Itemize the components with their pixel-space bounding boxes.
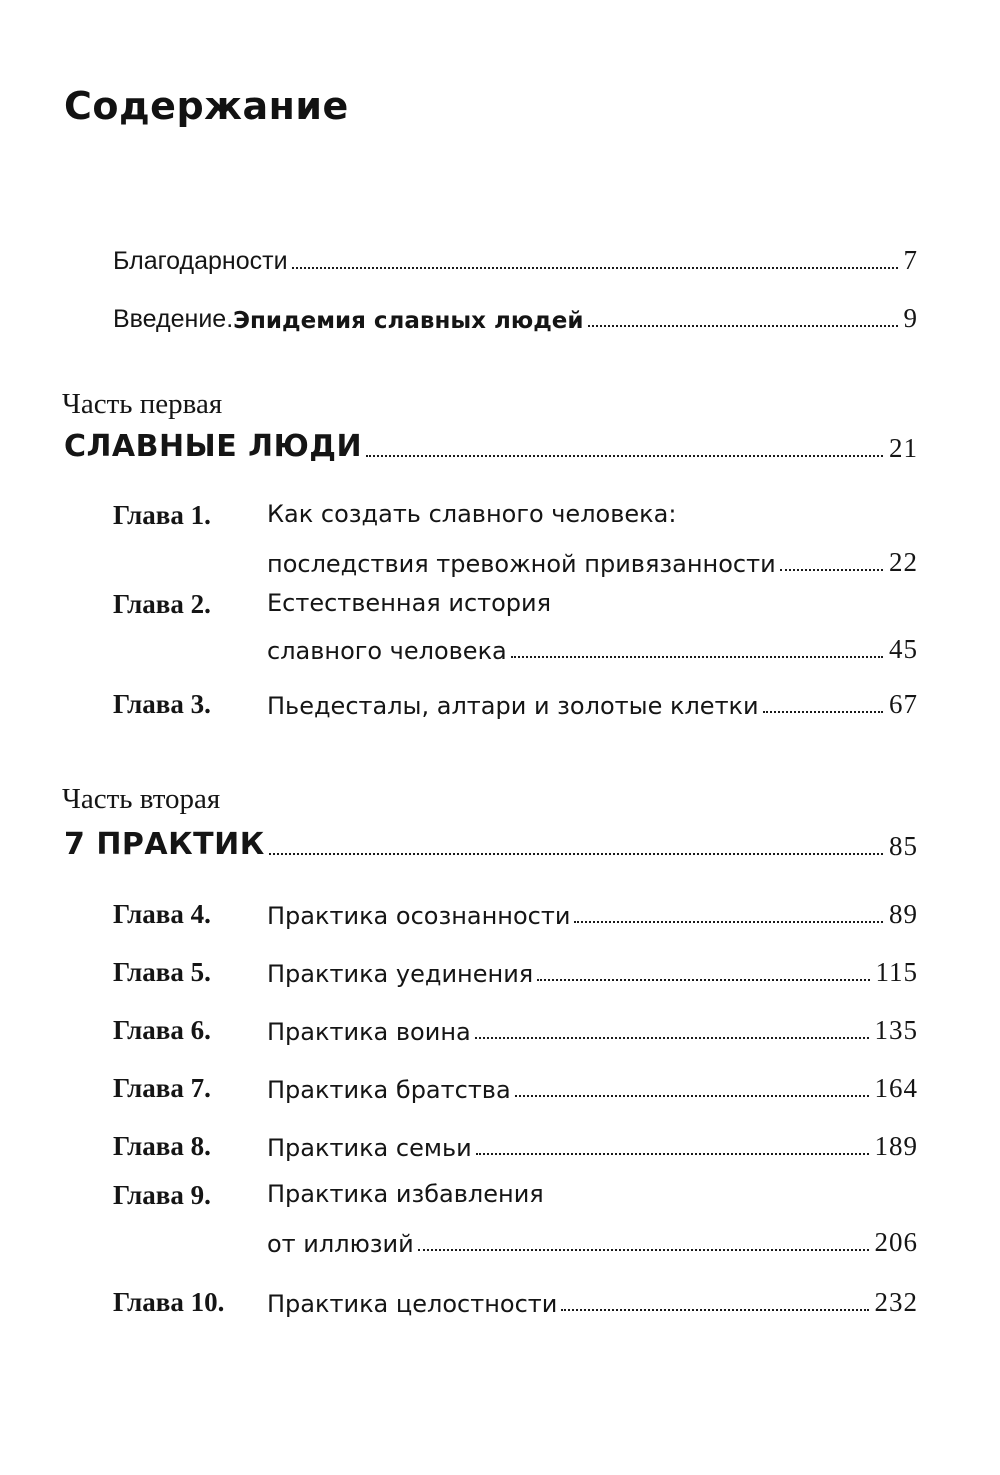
entry-label: Благодарности bbox=[113, 247, 288, 275]
toc-entry-acknowledgements[interactable] bbox=[113, 236, 918, 276]
dot-leader bbox=[418, 1249, 869, 1251]
entry-title: Эпидемия славных людей bbox=[233, 308, 584, 334]
dot-leader bbox=[561, 1309, 868, 1311]
chapter-title-line2: от иллюзий bbox=[267, 1230, 414, 1258]
page-number: 21 bbox=[889, 433, 918, 463]
chapter-number: Глава 9. bbox=[113, 1180, 211, 1210]
dot-leader bbox=[537, 979, 869, 981]
chapter-title: Практика воина bbox=[267, 1018, 471, 1046]
chapter-title-line1: Естественная история bbox=[267, 589, 552, 617]
page-number: 206 bbox=[874, 1227, 918, 1257]
dot-leader bbox=[515, 1095, 869, 1097]
page-number: 22 bbox=[889, 547, 918, 577]
part-title: СЛАВНЫЕ ЛЮДИ bbox=[64, 429, 363, 464]
chapter-title: Практика осознанности bbox=[267, 902, 571, 930]
chapter-number: Глава 6. bbox=[113, 1015, 211, 1045]
dot-leader bbox=[588, 325, 898, 327]
dot-leader bbox=[366, 455, 883, 457]
toc-chapter-10[interactable] bbox=[113, 1278, 918, 1318]
toc-part-1[interactable] bbox=[64, 420, 918, 464]
toc-chapter-9[interactable] bbox=[113, 1180, 918, 1258]
page-number: 189 bbox=[874, 1131, 918, 1161]
chapter-number: Глава 3. bbox=[113, 689, 211, 719]
dot-leader bbox=[269, 853, 883, 855]
chapter-number: Глава 10. bbox=[113, 1287, 225, 1317]
page-number: 85 bbox=[889, 831, 918, 861]
chapter-title: Практика уединения bbox=[267, 960, 534, 988]
chapter-title: Практика братства bbox=[267, 1076, 511, 1104]
chapter-title-line1: Практика избавления bbox=[267, 1180, 544, 1208]
page-number: 9 bbox=[903, 303, 918, 333]
page-number: 7 bbox=[903, 245, 918, 275]
dot-leader bbox=[475, 1037, 869, 1039]
toc-chapter-3[interactable] bbox=[113, 680, 918, 720]
chapter-number: Глава 7. bbox=[113, 1073, 211, 1103]
chapter-title-line2: последствия тревожной привязанности bbox=[267, 550, 776, 578]
toc-chapter-5[interactable] bbox=[113, 948, 918, 988]
toc-chapter-7[interactable] bbox=[113, 1064, 918, 1104]
page-number: 115 bbox=[875, 957, 918, 987]
dot-leader bbox=[511, 656, 883, 658]
chapter-title-line2: славного человека bbox=[267, 637, 507, 665]
chapter-title: Практика семьи bbox=[267, 1134, 472, 1162]
toc-entry-introduction[interactable] bbox=[113, 294, 918, 334]
page-number: 45 bbox=[889, 634, 918, 664]
chapter-number: Глава 2. bbox=[113, 589, 211, 619]
dot-leader bbox=[476, 1153, 869, 1155]
chapter-number: Глава 5. bbox=[113, 957, 211, 987]
chapter-number: Глава 8. bbox=[113, 1131, 211, 1161]
dot-leader bbox=[763, 711, 883, 713]
toc-chapter-8[interactable] bbox=[113, 1122, 918, 1162]
toc-part-2[interactable] bbox=[64, 818, 918, 862]
toc-chapter-1[interactable] bbox=[113, 500, 918, 578]
dot-leader bbox=[292, 267, 898, 269]
entry-label: Введение. bbox=[113, 305, 234, 333]
toc-chapter-4[interactable] bbox=[113, 890, 918, 930]
chapter-title: Пьедесталы, алтари и золотые клетки bbox=[267, 692, 759, 720]
chapter-number: Глава 1. bbox=[113, 500, 211, 530]
dot-leader bbox=[780, 569, 883, 571]
part-title: 7 ПРАКТИК bbox=[64, 827, 265, 862]
toc-chapter-2[interactable] bbox=[113, 589, 918, 665]
toc-chapter-6[interactable] bbox=[113, 1006, 918, 1046]
part-label: Часть первая bbox=[62, 388, 223, 420]
page-number: 135 bbox=[874, 1015, 918, 1045]
part-label: Часть вторая bbox=[62, 783, 221, 815]
chapter-number: Глава 4. bbox=[113, 899, 211, 929]
page-number: 232 bbox=[874, 1287, 918, 1317]
page-title: Содержание bbox=[64, 84, 349, 128]
chapter-title-line1: Как создать славного человека: bbox=[267, 500, 677, 528]
page-number: 67 bbox=[889, 689, 918, 719]
page-number: 89 bbox=[889, 899, 918, 929]
page-number: 164 bbox=[874, 1073, 918, 1103]
dot-leader bbox=[574, 921, 883, 923]
chapter-title: Практика целостности bbox=[267, 1290, 558, 1318]
